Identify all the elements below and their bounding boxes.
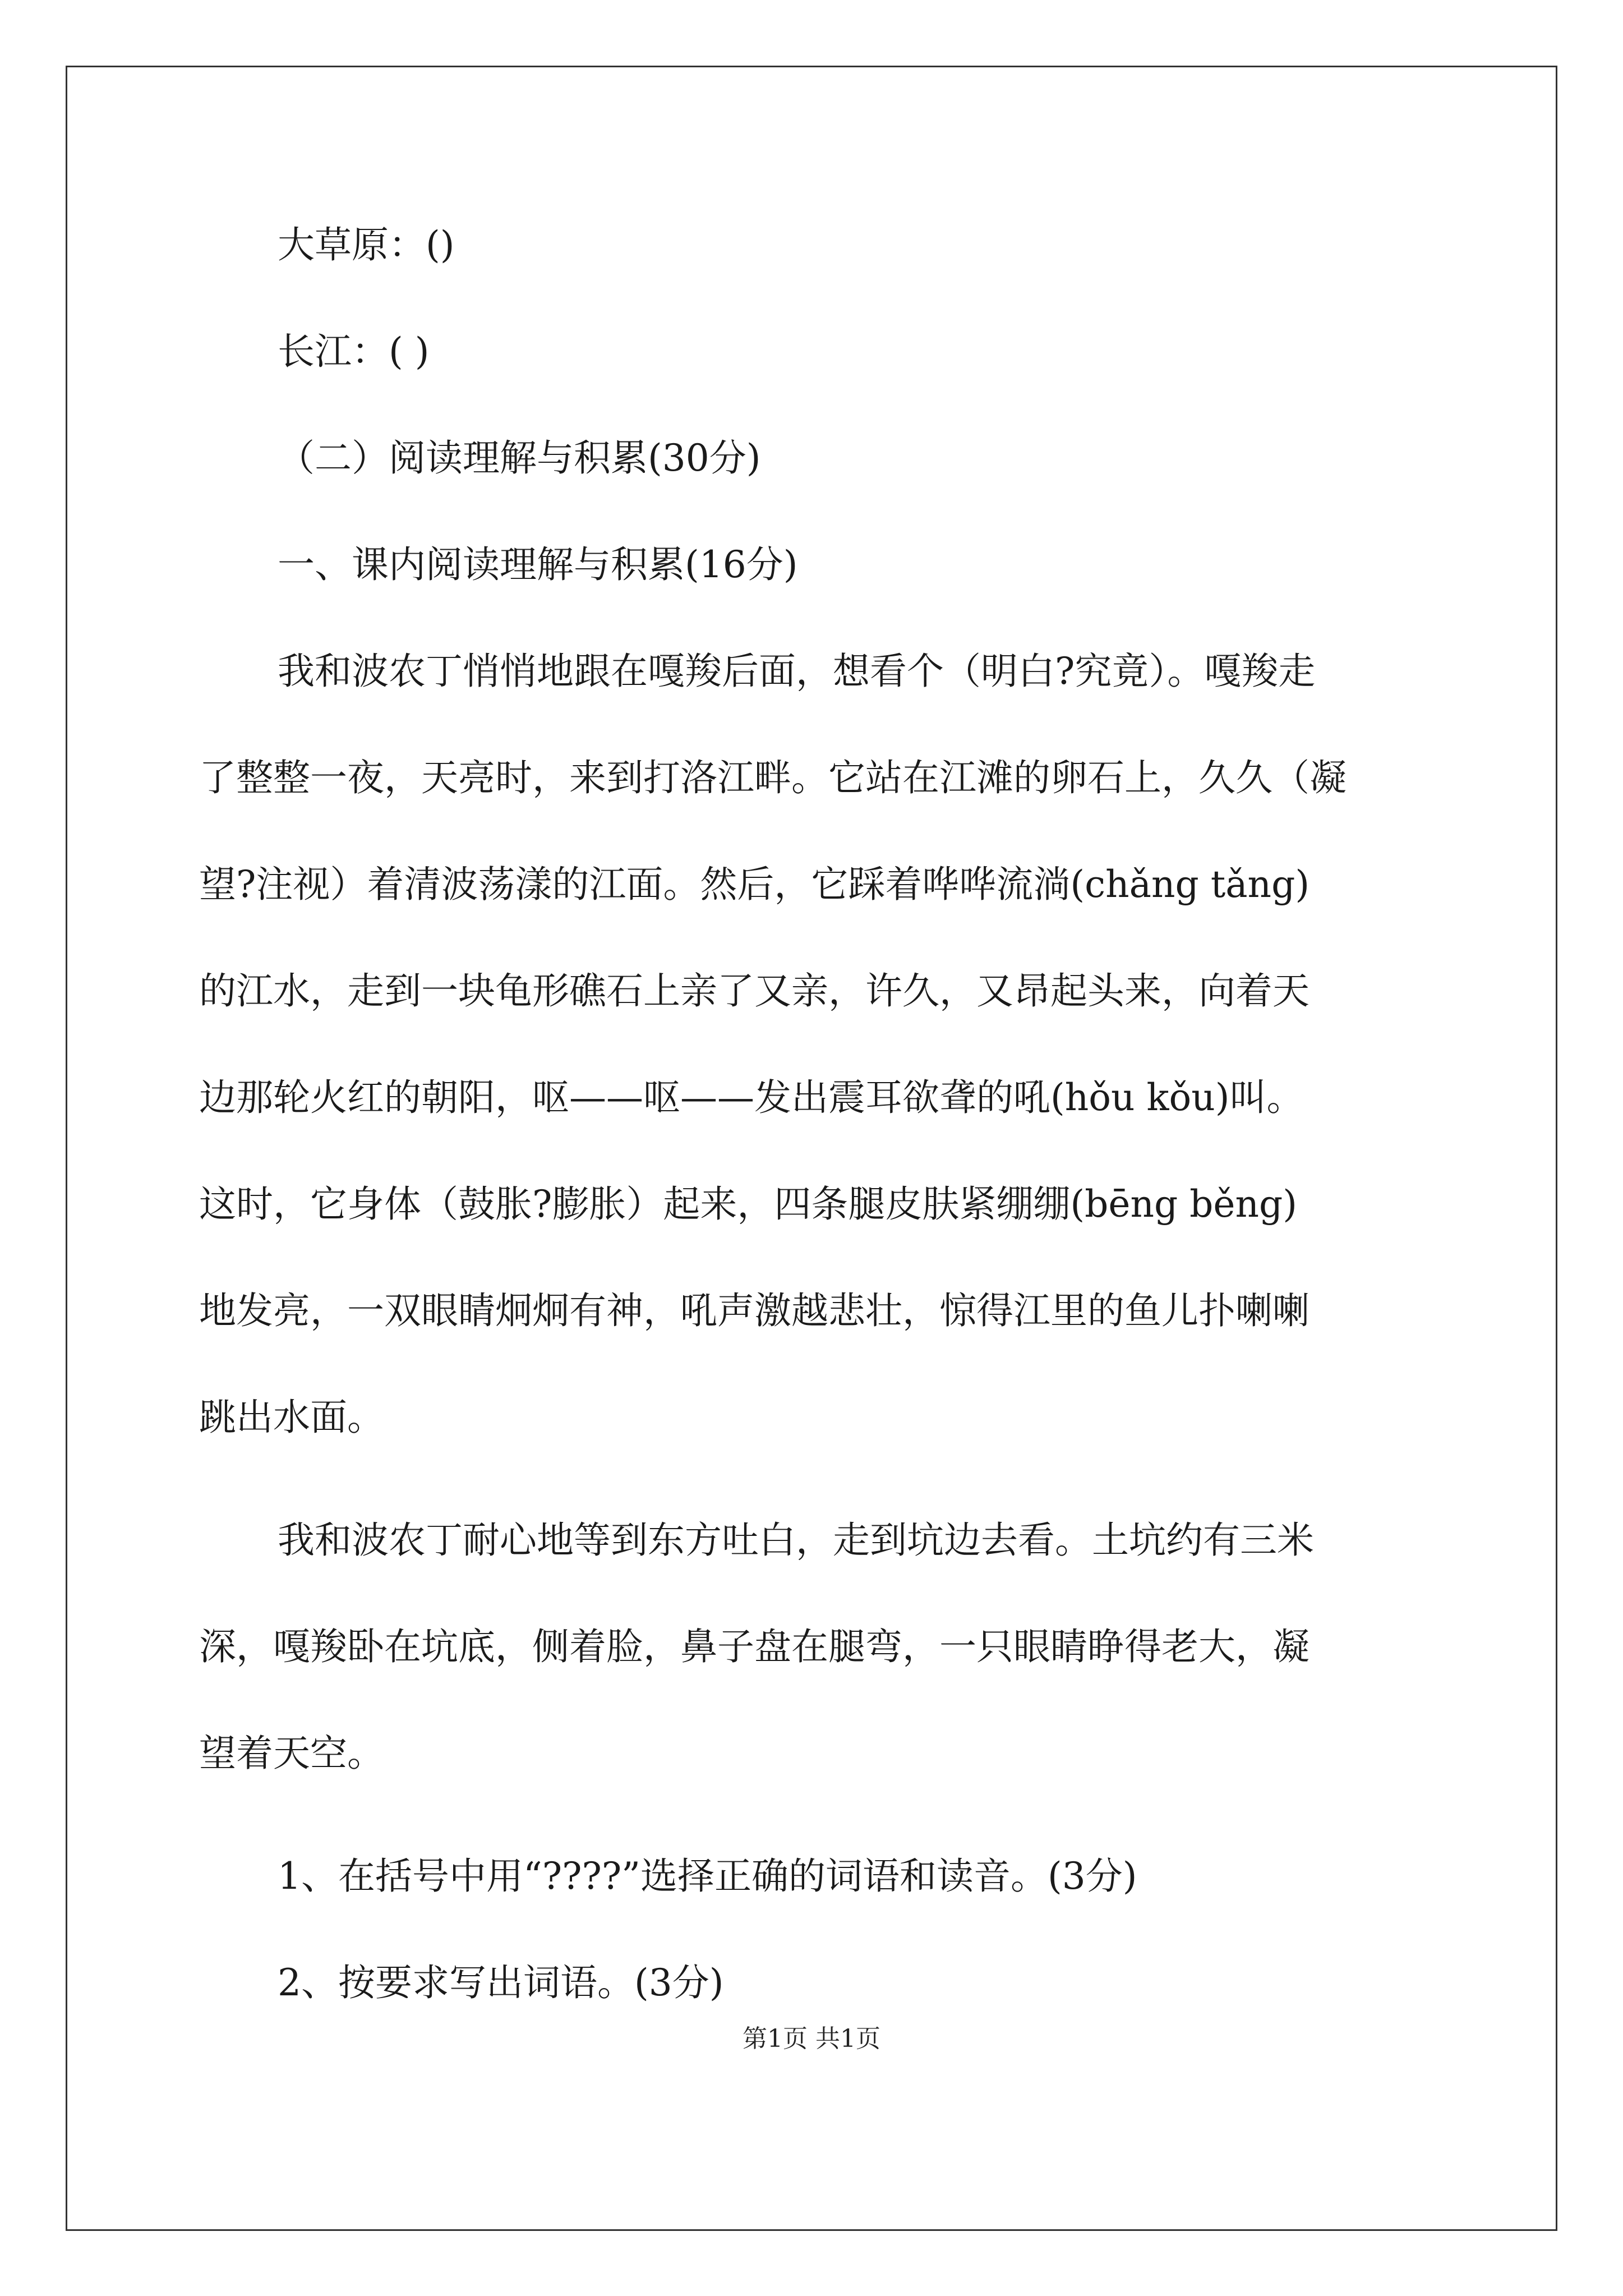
passage-para1-line2: 了整整一夜，天亮时，来到打洛江畔。它站在江滩的卵石上，久久（凝 [199,756,1347,799]
passage-para1-line6: 这时，它身体（鼓胀?膨胀）起来，四条腿皮肤紧绷绷(bēng běng) [199,1182,1297,1226]
page-footer: 第1页 共1页 [743,2024,880,2053]
fill-blank-grassland: 大草原：() [278,223,455,266]
passage-para1-line4: 的江水，走到一块龟形礁石上亲了又亲，许久，又昂起头来，向着天 [199,969,1310,1013]
passage-para1-line7: 地发亮，一双眼睛炯炯有神，吼声激越悲壮，惊得江里的鱼儿扑喇喇 [199,1289,1310,1332]
passage-para1-line8: 跳出水面。 [199,1396,384,1439]
question-2: 2、按要求写出词语。(3分) [278,1961,724,2004]
passage-para2-line3: 望着天空。 [199,1732,384,1775]
question-1: 1、在括号中用“????”选择正确的词语和读音。(3分) [278,1855,1137,1898]
section-heading-reading: （二）阅读理解与积累(30分) [278,436,761,480]
passage-para2-line1: 我和波农丁耐心地等到东方吐白，走到坑边去看。土坑约有三米 [278,1519,1314,1562]
subsection-heading-inclass: 一、课内阅读理解与积累(16分) [278,543,798,586]
fill-blank-yangtze: 长江：( ) [278,330,430,373]
passage-para1-line3: 望?注视）着清波荡漾的江面。然后，它踩着哗哗流淌(chǎng tǎng) [199,863,1310,906]
passage-para2-line2: 深，嘎羧卧在坑底，侧着脸，鼻子盘在腿弯，一只眼睛睁得老大，凝 [199,1625,1310,1668]
passage-para1-line1: 我和波农丁悄悄地跟在嘎羧后面，想看个（明白?究竟）。嘎羧走 [278,650,1316,693]
document-body [199,219,1433,2063]
passage-para1-line5: 边那轮火红的朝阳，呕——呕——发出震耳欲聋的吼(hǒu kǒu)叫。 [199,1076,1304,1119]
